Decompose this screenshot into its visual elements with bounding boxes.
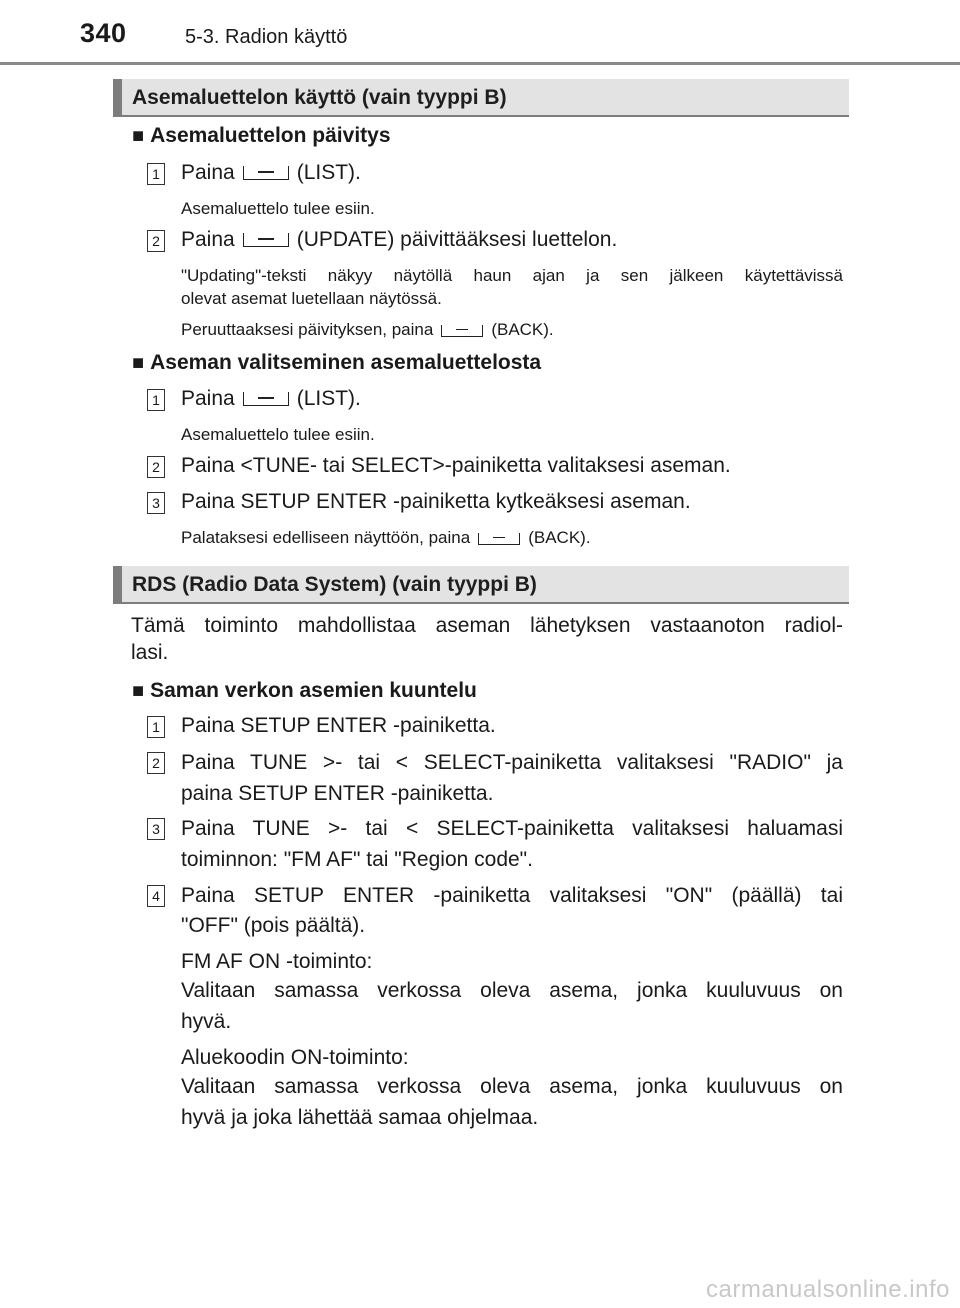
section-heading-rds bbox=[113, 566, 849, 604]
fm-af-text: hyvä. bbox=[181, 1010, 232, 1033]
section-title: Asemaluettelon käyttö (vain tyyppi B) bbox=[132, 86, 507, 109]
button-icon bbox=[243, 392, 289, 406]
button-icon bbox=[441, 325, 483, 337]
section-title: RDS (Radio Data System) (vain tyyppi B) bbox=[132, 573, 537, 596]
step-text: Paina SETUP ENTER -painiketta. bbox=[181, 714, 496, 737]
step-text: Paina <TUNE- tai SELECT>-painiketta valitaksesi aseman. bbox=[181, 454, 731, 477]
square-bullet-icon: ■ bbox=[132, 352, 145, 374]
chapter-title: 5-3. Radion käyttö bbox=[185, 26, 348, 48]
step-number-1: 1 bbox=[147, 389, 165, 411]
step-text: Paina (LIST). bbox=[181, 161, 361, 184]
button-icon bbox=[243, 166, 289, 180]
step-note: Asemaluettelo tulee esiin. bbox=[181, 425, 375, 444]
step-note: Peruuttaaksesi päivityksen, paina (BACK). bbox=[181, 320, 554, 339]
button-icon bbox=[243, 233, 289, 247]
step-text: Paina TUNE >- tai < SELECT-painiketta valitaksesi haluamasi bbox=[181, 817, 843, 840]
watermark: carmanualsonline.info bbox=[706, 1276, 950, 1303]
subheading-select-station: ■ Aseman valitseminen asemaluettelosta bbox=[132, 351, 542, 374]
step-text: toiminnon: "FM AF" tai "Region code". bbox=[181, 848, 533, 871]
intro-paragraph-end: lasi. bbox=[131, 641, 169, 664]
region-code-text: hyvä ja joka lähettää samaa ohjelmaa. bbox=[181, 1106, 539, 1129]
step-number-1: 1 bbox=[147, 716, 165, 738]
step-text: Paina (UPDATE) päivittääksesi luettelon. bbox=[181, 228, 618, 251]
step-number-4: 4 bbox=[147, 885, 165, 907]
header-rule bbox=[0, 62, 960, 65]
step-note: "Updating"-teksti näkyy näytöllä haun ajan ja sen jälkeen käytettävissä bbox=[181, 266, 843, 285]
step-number-1: 1 bbox=[147, 163, 165, 185]
step-number-2: 2 bbox=[147, 752, 165, 774]
subheading-list-update: ■ Asemaluettelon päivitys bbox=[132, 124, 391, 147]
step-note: olevat asemat luetellaan näytössä. bbox=[181, 289, 442, 308]
step-number-3: 3 bbox=[147, 818, 165, 840]
step-text: Paina SETUP ENTER -painiketta kytkeäksesi aseman. bbox=[181, 490, 691, 513]
square-bullet-icon: ■ bbox=[132, 125, 145, 147]
step-text: paina SETUP ENTER -painiketta. bbox=[181, 782, 494, 805]
fm-af-title: FM AF ON -toiminto: bbox=[181, 950, 373, 973]
step-note: Asemaluettelo tulee esiin. bbox=[181, 199, 375, 218]
step-note: Palataksesi edelliseen näyttöön, paina (BACK). bbox=[181, 528, 591, 547]
step-number-2: 2 bbox=[147, 230, 165, 252]
square-bullet-icon: ■ bbox=[132, 680, 145, 702]
subheading-same-network: ■ Saman verkon asemien kuuntelu bbox=[132, 679, 477, 702]
region-code-title: Aluekoodin ON-toiminto: bbox=[181, 1046, 409, 1069]
region-code-text: Valitaan samassa verkossa oleva asema, jonka kuuluvuus on bbox=[181, 1075, 843, 1098]
step-text: "OFF" (pois päältä). bbox=[181, 914, 366, 937]
button-icon bbox=[478, 533, 520, 545]
section-heading-station-list bbox=[113, 79, 849, 117]
step-text: Paina TUNE >- tai < SELECT-painiketta valitaksesi "RADIO" ja bbox=[181, 751, 843, 774]
step-text: Paina SETUP ENTER -painiketta valitaksesi "ON" (päällä) tai bbox=[181, 884, 843, 907]
intro-paragraph: Tämä toiminto mahdollistaa aseman lähetyksen vastaanoton radiol- bbox=[131, 614, 843, 637]
fm-af-text: Valitaan samassa verkossa oleva asema, jonka kuuluvuus on bbox=[181, 979, 843, 1002]
step-number-3: 3 bbox=[147, 492, 165, 514]
step-number-2: 2 bbox=[147, 456, 165, 478]
page-number: 340 bbox=[80, 18, 127, 48]
step-text: Paina (LIST). bbox=[181, 387, 361, 410]
